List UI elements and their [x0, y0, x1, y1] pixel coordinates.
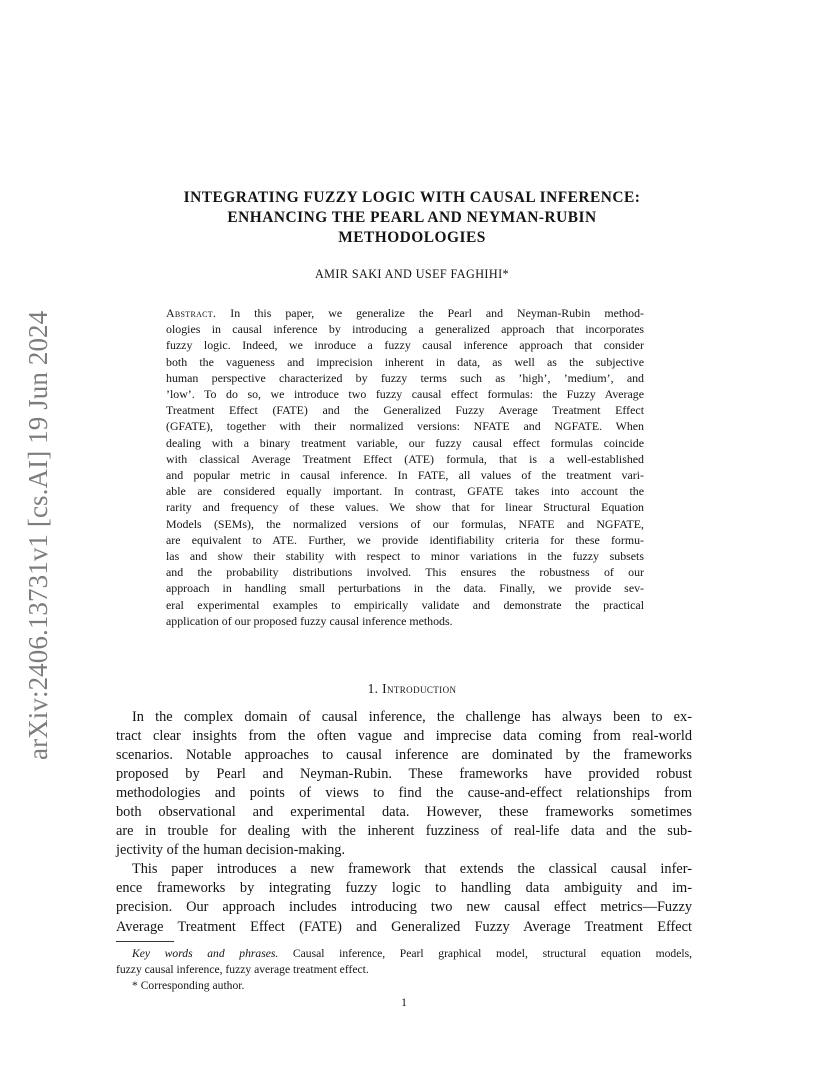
body-line: precision. Our approach includes introducing two new causal effect metrics—Fuzzy: [116, 899, 692, 916]
author-list: AMIR SAKI AND USEF FAGHIHI*: [314, 267, 510, 281]
body-line: In the complex domain of causal inference, the challenge has always been to ex-: [132, 709, 692, 725]
abstract-line: eral experimental examples to empirically validate and demonstrate the practical: [166, 597, 644, 612]
footnote-rule: [116, 941, 174, 942]
abstract-line: rarity and frequency of these values. We show that for linear Structural Equation: [166, 500, 644, 515]
abstract-line: Treatment Effect (FATE) and the Generalized Fuzzy Average Treatment Effect: [166, 403, 644, 418]
title-line: METHODOLOGIES: [338, 229, 486, 246]
abstract-line: are equivalent to ATE. Further, we provide identifiability criteria for these formu-: [166, 532, 644, 547]
body-line: both observational and experimental data. However, these frameworks sometimes: [116, 804, 692, 821]
title-line: ENHANCING THE PEARL AND NEYMAN-RUBIN: [227, 209, 597, 226]
abstract-line: with classical Average Treatment Effect (ATE) formula, that is a well-established: [166, 451, 644, 466]
body-line: proposed by Pearl and Neyman-Rubin. These frameworks have provided robust: [116, 766, 692, 783]
body-line: methodologies and points of views to find the cause-and-effect relationships from: [116, 785, 692, 802]
abstract-line: fuzzy logic. Indeed, we inroduce a fuzzy causal inference approach that consider: [166, 338, 644, 353]
footnotes: [116, 946, 692, 994]
abstract-line: (GFATE), together with their normalized versions: NFATE and NGFATE. When: [166, 419, 644, 434]
abstract-line: [166, 305, 644, 321]
abstract: [166, 305, 644, 629]
abstract-line: Models (SEMs), the normalized versions of our formulas, NFATE and NGFATE,: [166, 516, 644, 531]
abstract-line: las and show their stability with respect to minor variations in the fuzzy subsets: [166, 549, 644, 564]
body-line: This paper introduces a new framework that extends the classical causal infer-: [132, 861, 692, 878]
keywords-text: Causal inference, Pearl graphical model, structural equation models,: [278, 947, 692, 960]
keywords-label: Key words and phrases.: [132, 947, 279, 960]
body-text: [116, 708, 692, 937]
abstract-line: application of our proposed fuzzy causal inference methods.: [166, 613, 453, 628]
page-number: 1: [401, 996, 407, 1009]
abstract-line: ’low’. To do so, we introduce two fuzzy causal effect formulas: the Fuzzy Average: [166, 387, 644, 402]
paper-title: [120, 188, 704, 248]
body-line: tract clear insights from the often vague and imprecise data coming from real-world: [116, 728, 692, 745]
body-line: ence frameworks by integrating fuzzy logic to handling data ambiguity and im-: [116, 880, 692, 897]
arxiv-identifier-stamp: arXiv:2406.13731v1 [cs.AI] 19 Jun 2024: [23, 310, 53, 760]
keywords-footnote-continued: fuzzy causal inference, fuzzy average treatment effect.: [116, 963, 369, 976]
abstract-line: ologies in causal inference by introducing a generalized approach that incorporates: [166, 322, 644, 337]
body-line: are in trouble for dealing with the inherent fuzziness of real-life data and the sub-: [116, 823, 692, 840]
title-line: INTEGRATING FUZZY LOGIC WITH CAUSAL INFERENCE:: [183, 189, 641, 206]
corresponding-author-footnote: * Corresponding author.: [132, 979, 245, 992]
abstract-line: approach in handling small perturbations in the data. Finally, we provide sev-: [166, 581, 644, 596]
section-number: 1.: [367, 681, 379, 696]
abstract-line: human perspective characterized by fuzzy terms such as ’high’, ’medium’, and: [166, 370, 644, 385]
abstract-line: and the probability distributions involved. This ensures the robustness of our: [166, 565, 644, 580]
abstract-line: both the vagueness and imprecision inherent in data, as well as the subjective: [166, 354, 644, 369]
body-line: scenarios. Notable approaches to causal inference are dominated by the frameworks: [116, 747, 692, 764]
abstract-line: able are considered equally important. In contrast, GFATE takes into account the: [166, 484, 644, 499]
body-line: Average Treatment Effect (FATE) and Generalized Fuzzy Average Treatment Effect: [116, 918, 692, 935]
abstract-text: In this paper, we generalize the Pearl and Neyman-Rubin method-: [216, 306, 644, 320]
abstract-line: and popular metric in causal inference. In FATE, all values of the treatment vari-: [166, 468, 644, 483]
body-line: jectivity of the human decision-making.: [116, 842, 346, 859]
abstract-label: Abstract.: [166, 306, 217, 320]
section-heading-introduction: [120, 681, 704, 697]
keywords-footnote: [116, 946, 692, 962]
abstract-line: dealing with a binary treatment variable, our fuzzy causal effect formulas coincide: [166, 435, 644, 450]
section-title: Introduction: [382, 681, 457, 696]
